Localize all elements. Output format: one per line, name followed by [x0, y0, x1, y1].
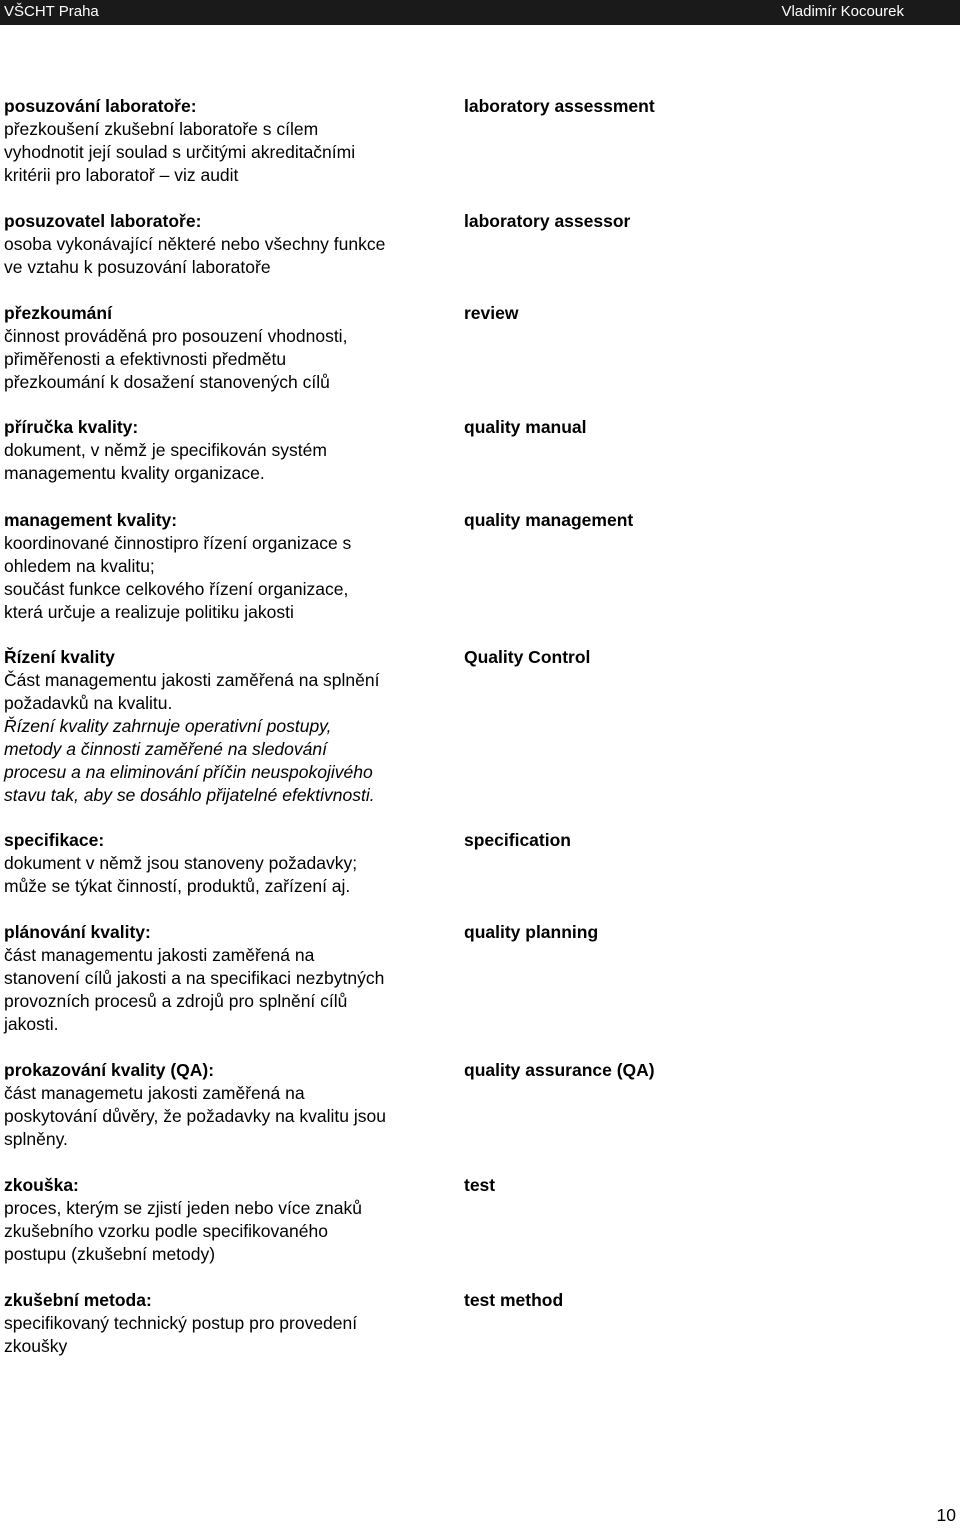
- glossary-entry: [4, 1174, 454, 1266]
- entry-term: specifikace:: [4, 830, 105, 850]
- entry-term: přezkoumání: [4, 303, 112, 323]
- entry-english: specification: [464, 830, 571, 850]
- entry-definition: dokument, v němž je specifikován systém managementu kvality organizace.: [4, 440, 327, 483]
- page-header: [0, 0, 960, 25]
- entry-term: posuzování laboratoře:: [4, 96, 197, 116]
- entry-definition: koordinované činnostipro řízení organizace s ohledem na kvalitu; součást funkce celkového řízení organizace, která určuje a realizuje politiku jakosti: [4, 533, 352, 622]
- entry-definition: činnost prováděná pro posouzení vhodnosti, přiměřenosti a efektivnosti předmětu přezkoumání k dosažení stanovených cílů: [4, 326, 348, 392]
- entry-term: prokazování kvality (QA):: [4, 1060, 215, 1080]
- entry-definition-note: Řízení kvality zahrnuje operativní postupy, metody a činnosti zaměřené na sledování procesu a na eliminování příčin neuspokojivého stavu tak, aby se dosáhlo přijatelné efektivnosti.: [4, 716, 375, 805]
- entry-definition: část managementu jakosti zaměřená na stanovení cílů jakosti a na specifikaci nezbytných provozních procesů a zdrojů pro splnění cílů jakosti.: [4, 945, 385, 1034]
- glossary-entry: [4, 210, 454, 279]
- glossary-entry: [4, 829, 454, 898]
- entry-term: příručka kvality:: [4, 417, 139, 437]
- entry-definition: proces, kterým se zjistí jeden nebo více znaků zkušebního vzorku podle specifikovaného postupu (zkušební metody): [4, 1198, 362, 1264]
- entry-term: plánování kvality:: [4, 922, 151, 942]
- glossary-entry: [4, 1289, 454, 1358]
- entry-term: Řízení kvality: [4, 647, 115, 667]
- header-author: Vladimír Kocourek: [781, 3, 904, 20]
- entry-term: posuzovatel laboratoře:: [4, 211, 202, 231]
- entry-definition: dokument v němž jsou stanoveny požadavky; může se týkat činností, produktů, zařízení aj.: [4, 853, 358, 896]
- glossary-entry: [4, 302, 454, 394]
- entry-english: review: [464, 303, 519, 323]
- glossary-entry: [4, 921, 454, 1036]
- entry-english: quality planning: [464, 922, 599, 942]
- entry-english: quality assurance (QA): [464, 1060, 655, 1080]
- page-number: 10: [936, 1505, 956, 1525]
- entry-english: Quality Control: [464, 647, 591, 667]
- entry-english: quality manual: [464, 417, 587, 437]
- glossary-entry: [4, 646, 454, 807]
- header-institution: VŠCHT Praha: [4, 3, 99, 20]
- entry-definition: přezkoušení zkušební laboratoře s cílem vyhodnotit její soulad s určitými akreditačními kritérii pro laboratoř – viz audit: [4, 119, 356, 185]
- entry-term: management kvality:: [4, 510, 178, 530]
- glossary-entry: [4, 95, 454, 187]
- entry-term: zkušební metoda:: [4, 1290, 152, 1310]
- entry-english: quality management: [464, 510, 634, 530]
- glossary-entry: [4, 1059, 454, 1151]
- entry-term: zkouška:: [4, 1175, 79, 1195]
- entry-english: test method: [464, 1290, 564, 1310]
- glossary-entry: [4, 416, 454, 485]
- entry-definition: osoba vykonávající některé nebo všechny funkce ve vztahu k posuzování laboratoře: [4, 234, 386, 277]
- entry-definition: Část managementu jakosti zaměřená na splnění požadavků na kvalitu.: [4, 670, 380, 713]
- entry-definition: specifikovaný technický postup pro provedení zkoušky: [4, 1313, 358, 1356]
- glossary-entry: [4, 509, 454, 624]
- entry-english: laboratory assessment: [464, 96, 655, 116]
- entry-english: laboratory assessor: [464, 211, 631, 231]
- entry-english: test: [464, 1175, 496, 1195]
- entry-definition: část managemetu jakosti zaměřená na poskytování důvěry, že požadavky na kvalitu jsou splněny.: [4, 1083, 386, 1149]
